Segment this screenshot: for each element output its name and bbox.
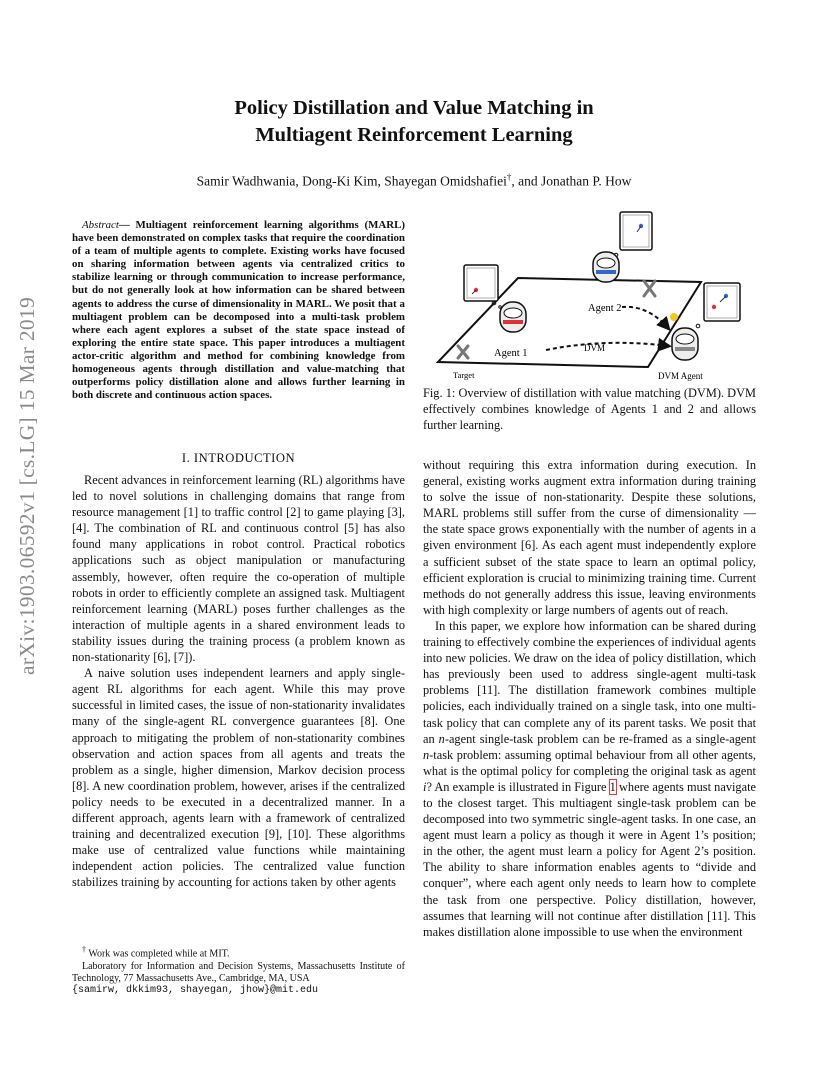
target-cross-icon: [644, 281, 655, 296]
math-n: n: [423, 747, 430, 762]
footnotes: [72, 944, 405, 997]
text-run: where agents must navigate to the closest target. This multiagent single-task problem can be decomposed into two symmetric single-agent tasks. In one case, an agent must learn a policy as though it were in Agent 1’s position; in the other, the agent must learn a policy for Agent 2’s position. The ability to share information enables agents to “divide and conquer”, where each agent only needs to learn how to complete the task from one perspective. Policy distillation, however, assumes that learning will not continue after distillation [11]. This makes distillation alone impossible to use when the environment: [423, 779, 756, 939]
agent-2-view-icon: [611, 212, 652, 261]
agent-2-robot-icon: [593, 252, 619, 282]
text-run: -agent single-task problem can be re-framed as a single-agent: [444, 731, 756, 746]
dagger-mark: †: [82, 945, 86, 954]
agent-2-to-dvm-arrow: [622, 307, 668, 328]
paragraph: [423, 618, 756, 940]
figure-caption: Fig. 1: Overview of distillation with value matching (DVM). DVM effectively combines knowledge of Agents 1 and 2 and allows further learning.: [423, 386, 756, 433]
right-column-body: [423, 457, 756, 940]
target-cross-icon: [458, 346, 468, 358]
figure-1-link[interactable]: 1: [609, 779, 616, 794]
text-run: ? An example is illustrated in Figure: [426, 779, 610, 794]
paper-title: [100, 95, 728, 149]
paragraph: Recent advances in reinforcement learning (RL) algorithms have led to novel solutions in challenging domains that range from resource management [1] to traffic control [2] to game playing [3], [4]. The combination of RL and continuous control [5] has also found many applications in robot control. Practical robotics applications such as object manipulation or manufacturing assembly, however, often require the co-operation of multiple robots in order to efficiently complete an assigned task. Multiagent reinforcement learning (MARL) poses further challenges as the interaction of multiple agents in a shared environment leads to stability issues during the training process (a problem known as non-stationarity [6], [7]).: [72, 473, 405, 665]
abstract: [72, 219, 405, 402]
footnote-emails: {samirw, dkkim93, shayegan, jhow}@mit.edu: [72, 984, 319, 996]
paragraph: without requiring this extra information during execution. In general, existing works augment extra information during training to solve the issue of non-stationarity. Despite these solutions, MARL problems still suffer from the curse of dimensionality — the state space grows exponentially with the number of agents in a given environment [6]. As each agent must independently explore a sufficient subset of the state space to learn an optimal policy, efficient exploration is crucial to minimizing training time. Current methods do not generally address this issue, leaving environments with high complexity or large numbers of agents out of reach.: [423, 458, 756, 617]
dvm-label: DVM: [584, 343, 606, 353]
dvm-agent-label: DVM Agent: [658, 371, 703, 381]
agent-1-to-dvm-arrow: [546, 343, 668, 350]
dagger-mark: †: [506, 172, 512, 182]
left-column-body: [72, 472, 405, 890]
section-heading: I. INTRODUCTION: [181, 451, 296, 465]
target-label: Target: [453, 370, 475, 380]
footnote-dagger: Work was completed while at MIT.: [88, 948, 230, 960]
dvm-agent-view-icon: [696, 283, 740, 328]
figure-1-diagram: [436, 210, 766, 385]
agent-1-label: Agent 1: [494, 348, 528, 359]
agent-2-label: Agent 2: [588, 303, 622, 314]
authors-main: Samir Wadhwania, Dong-Ki Kim, Shayegan Omidshafiei: [196, 173, 507, 189]
dvm-agent-robot-icon: [670, 313, 698, 360]
author-list: [100, 172, 728, 190]
text-run: -task problem: assuming optimal behaviour from all other agents, what is the optimal policy for completing the original task as agent: [423, 747, 756, 778]
agent-1-view-icon: [464, 265, 501, 308]
paragraph: A naive solution uses independent learners and apply single-agent RL algorithms for each agent. While this may prove successful in limited cases, the issue of non-stationarity invalidates many of the single-agent RL convergence guarantees [8]. One approach to mitigating the problem of non-stationarity combines observation and action spaces from all agents and treats the problem as a single, higher dimension, Markov decision process [8]. A new coordination problem, however, arises if the centralized policy needs to be executed in a decentralized manner. In a different approach, agents learn with a framework of centralized training and decentralized execution [9], [10]. These algorithms make use of centralized value functions while maintaining independent action policies. The centralized value function stabilizes training by accounting for actions taken by other agents: [72, 666, 405, 890]
abstract-label: Abstract: [82, 219, 119, 231]
abstract-text: — Multiagent reinforcement learning algorithms (MARL) have been demonstrated on complex tasks that require the coordination of a team of multiple agents to complete. Existing works have focused on sharing information between agents via centralized critics to stabilize learning or through communication to increase performance, but do not generally look at how information can be shared between agents to address the curse of dimensionality in MARL. We posit that a multiagent problem can be decomposed into a multi-task problem where each agent explores a subset of the state space instead of exploring the entire state space. This paper introduces a multiagent actor-critic algorithm and method for combining knowledge from homogeneous agents through distillation and value-matching that outperforms policy distillation alone and allows further learning in both discrete and continuous action spaces.: [72, 219, 405, 402]
agent-1-robot-icon: [500, 302, 526, 332]
authors-end: , and Jonathan P. How: [511, 173, 632, 189]
title-line-2: Multiagent Reinforcement Learning: [255, 124, 573, 146]
math-i: i: [423, 779, 427, 794]
title-line-1: Policy Distillation and Value Matching in: [234, 97, 594, 119]
arxiv-identifier: arXiv:1903.06592v1 [cs.LG] 15 Mar 2019: [15, 296, 39, 675]
footnote-affiliation: Laboratory for Information and Decision Systems, Massachusetts Institute of Technology, 77 Massachusetts Ave., Cambridge, MA, USA: [72, 960, 405, 984]
math-n: n: [438, 731, 445, 746]
text-run: In this paper, we explore how information can be shared during training to effectively combine the experiences of individual agents into new policies. We draw on the idea of policy distillation, which has previously been used to address single-agent multi-task problems [11]. The distillation framework combines multiple policies, each individually trained on a single task, into one multi-task policy that can complete any of its parent tasks. We posit that an: [423, 618, 756, 746]
